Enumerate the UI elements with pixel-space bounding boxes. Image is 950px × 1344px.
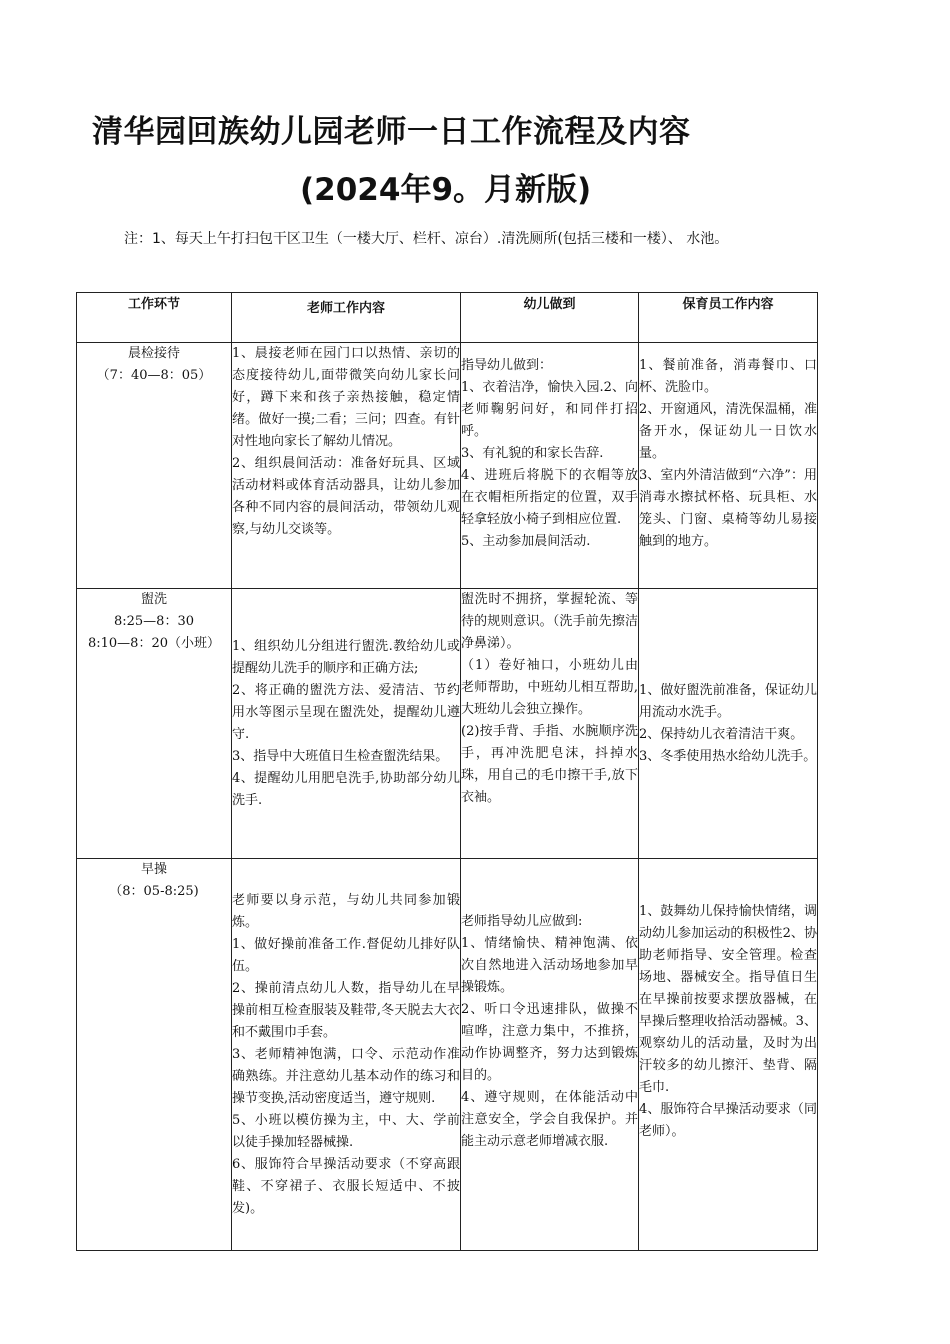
child-item: 3、有礼貌的和家长告辞. [461, 446, 604, 461]
child-item: 2、听口令迅速排队，做操不喧哗，注意力集中，不推挤，动作协调整齐，努力达到锻炼目的。 [461, 1002, 638, 1083]
teacher-item: 4、提醒幼儿用肥皂洗手,协助部分幼儿洗手. [232, 770, 460, 808]
phase-name: 盥洗 [140, 592, 167, 607]
document-subtitle: (2024年9。月新版) [300, 172, 592, 208]
nurse-cell [639, 589, 818, 859]
child-item: 盥洗时不拥挤，掌握轮流、等待的规则意识。（洗手前先擦洁净鼻涕）。 [461, 592, 638, 651]
teacher-cell [232, 859, 461, 1251]
header-teacher: 老师工作内容 [232, 293, 461, 343]
teacher-item: 1、晨接老师在园门口以热情、亲切的态度接待幼儿,面带微笑向幼儿家长问好，蹲下来和孩子亲热接触，稳定情绪。做好一摸;二看；三问；四查。有针对性地向家长了解幼儿情况。 [232, 346, 460, 449]
teacher-item: 1、做好操前准备工作.督促幼儿排好队伍。 [232, 936, 460, 974]
child-cell [461, 859, 639, 1251]
document-title: 清华园回族幼儿园老师一日工作流程及内容 [92, 114, 691, 150]
nurse-item: 2、保持幼儿衣着清洁干爽。 [639, 726, 804, 742]
nurse-item: 2、开窗通风，清洗保温桶，准备开水，保证幼儿一日饮水量。 [639, 402, 817, 461]
phase-time: （7：40—8：05） [96, 368, 212, 383]
header-child: 幼儿做到 [461, 293, 639, 343]
nurse-item: 1、做好盥洗前准备，保证幼儿用流动水洗手。 [639, 682, 817, 720]
phase-name: 晨检接待 [127, 346, 180, 361]
teacher-item: 3、指导中大班值日生检查盥洗结果。 [232, 748, 449, 764]
child-cell [461, 589, 639, 859]
nurse-item: 1、餐前准备，消毒餐巾、口杯、洗脸巾。 [639, 358, 817, 395]
child-item: 4、遵守规则，在体能活动中注意安全，学会自我保护。并能主动示意老师增减衣服. [461, 1090, 638, 1149]
phase-time: （8：05-8:25) [109, 884, 199, 899]
child-item: 4、进班后将脱下的衣帽等放在衣帽柜所指定的位置，双手轻拿轻放小椅子到相应位置. [461, 468, 638, 527]
child-cell [461, 343, 639, 589]
nurse-cell [639, 343, 818, 589]
teacher-item: 老师要以身示范，与幼儿共同参加锻炼。 [232, 892, 460, 930]
header-nurse: 保育员工作内容 [639, 293, 818, 343]
table-row [77, 589, 818, 859]
table-row [77, 343, 818, 589]
child-item: 指导幼儿做到： [461, 358, 553, 373]
phase-time: 8:10—8：20（小班） [87, 636, 220, 651]
phase-cell [77, 589, 232, 859]
teacher-item: 2、将正确的盥洗方法、爱清洁、节约用水等图示呈现在盥洗处，提醒幼儿遵守. [232, 682, 460, 742]
teacher-item: 2、操前清点幼儿人数，指导幼儿在早操前相互检查服装及鞋带,冬天脱去大衣和不戴围巾手套。 [232, 980, 460, 1040]
nurse-item: 1、鼓舞幼儿保持愉快情绪，调动幼儿参加运动的积极性2、协助老师指导、安全管理。检查场地、器械安全。指导值日生在早操前按要求摆放器械，在早操后整理收拾活动器械。3、观察幼儿的活动量，及时为出汗较多的幼儿擦汗、垫背、隔毛巾. [639, 904, 817, 1095]
child-item: （1）卷好袖口，小班幼儿由老师帮助，中班幼儿相互帮助,大班幼儿会独立操作。 [461, 658, 638, 717]
phase-cell [77, 859, 232, 1251]
teacher-item: 1、组织幼儿分组进行盥洗.教给幼儿或提醒幼儿洗手的顺序和正确方法; [232, 638, 460, 676]
child-item: 老师指导幼儿应做到: [461, 914, 583, 929]
phase-time: 8:25—8：30 [113, 614, 194, 629]
header-phase: 工作环节 [77, 293, 232, 343]
workflow-table [76, 292, 818, 1251]
table-row [77, 859, 818, 1251]
table-header-row [77, 293, 818, 343]
child-item: 1、衣着洁净，愉快入园.2、向老师鞠躬问好，和同伴打招呼。 [461, 380, 638, 439]
nurse-item: 4、服饰符合早操活动要求（同老师）。 [639, 1102, 817, 1139]
nurse-item: 3、冬季使用热水给幼儿洗手。 [639, 748, 817, 764]
phase-name: 早操 [140, 862, 167, 877]
child-item: (2)按手背、手指、水腕顺序洗手，再冲洗肥皂沫，抖掉水珠，用自己的毛巾擦干手,放下衣袖。 [461, 724, 638, 805]
teacher-item: 5、小班以模仿操为主，中、大、学前以徒手操加轻器械操. [232, 1112, 460, 1150]
teacher-cell [232, 589, 461, 859]
nurse-cell [639, 859, 818, 1251]
note-text: 注：1、每天上午打扫包干区卫生（一楼大厅、栏杆、凉台）.清洗厕所(包括三楼和一楼）、 水池。 [124, 231, 729, 247]
phase-cell [77, 343, 232, 589]
teacher-item: 6、服饰符合早操活动要求（不穿高跟鞋、不穿裙子、衣服长短适中、不披发)。 [232, 1156, 460, 1216]
teacher-item: 3、老师精神饱满，口令、示范动作准确熟练。并注意幼儿基本动作的练习和操节变换,活动密度适当，遵守规则. [232, 1046, 460, 1106]
nurse-item: 3、室内外清洁做到“六净”：用消毒水擦拭杯格、玩具柜、水笼头、门窗、桌椅等幼儿易接触到的地方。 [639, 468, 817, 549]
child-item: 5、主动参加晨间活动. [461, 534, 591, 549]
child-item: 1、情绪愉快、精神饱满、依次自然地进入活动场地参加早操锻炼。 [461, 936, 638, 995]
teacher-item: 2、组织晨间活动：准备好玩具、区域活动材料或体育活动器具，让幼儿参加各种不同内容的晨间活动，带领幼儿观察,与幼儿交谈等。 [232, 456, 460, 537]
teacher-cell [232, 343, 461, 589]
